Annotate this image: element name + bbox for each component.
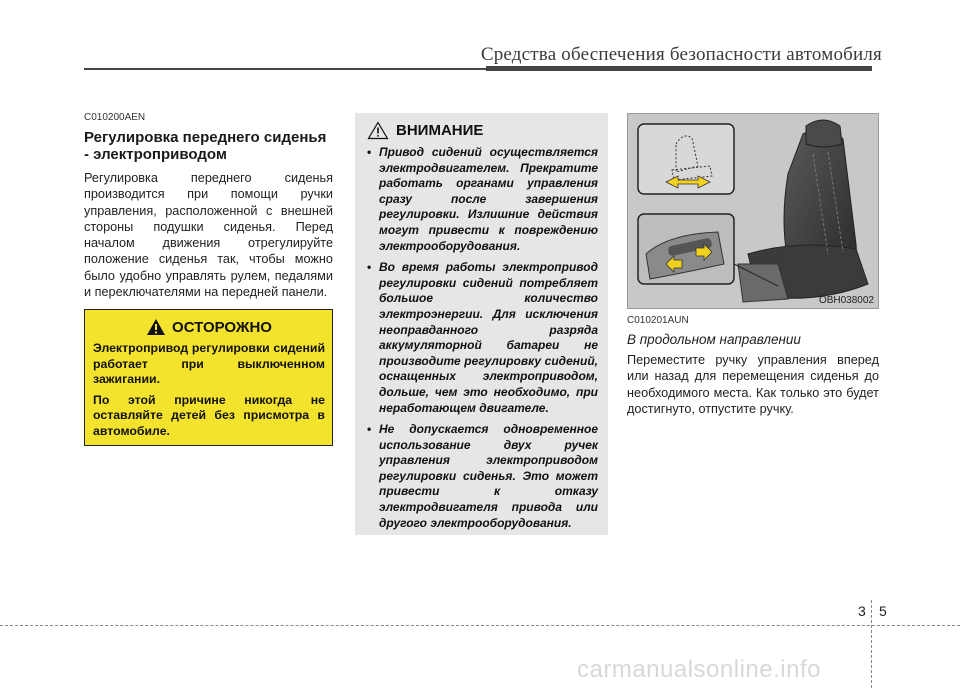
bullet-icon: •	[367, 260, 372, 275]
left-column	[84, 112, 333, 300]
section-code: C010200AEN	[84, 112, 146, 123]
warning-triangle-icon	[146, 318, 166, 336]
caution-box	[84, 309, 333, 446]
section-body: Регулировка переднего сиденья производится при помощи ручки управления, расположенной с внешней стороны подушки сиденья. Перед началом движения отрегулируйте положение сиденья так, чтобы можно было удобно управлять рулем, педалями и переключателями на передней панели.	[84, 171, 333, 300]
warning-header	[367, 121, 598, 140]
warning-item: • Во время работы электропривод регулировки сидений потребляет большое количество электроэнергии. Для исключения неоправданного разряда аккумуляторной батареи не производите регулировку сидений, оснащенных электроприводом, дольше, чем это необходимо, при неработающем двигателе.	[367, 260, 598, 415]
header-rule-thick	[486, 66, 872, 71]
warning-triangle-outline-icon	[367, 121, 389, 140]
bullet-icon: •	[367, 145, 372, 159]
page-divider	[871, 600, 872, 688]
watermark: carmanualsonline.info	[577, 656, 821, 683]
footer-rule	[0, 625, 960, 626]
seat-illustration	[628, 114, 879, 309]
chapter-title: Средства обеспечения безопасности автомобиля	[480, 44, 882, 65]
caution-text-1: Электропривод регулировки сидений работает при выключенном зажигании.	[93, 341, 325, 386]
caution-title: ОСТОРОЖНО	[172, 318, 272, 336]
subsection-heading: В продольном направлении	[627, 332, 801, 347]
bullet-icon: •	[367, 422, 372, 437]
warning-title: ВНИМАНИЕ	[396, 122, 484, 139]
warning-item: • Привод сидений осуществляется электродвигателем. Прекратите работать органами управления сразу после завершения регулировки. Излишние действия могут привести к повреждению электрооборудования.	[367, 145, 598, 253]
page-number: 5	[879, 603, 887, 619]
warning-list	[365, 145, 598, 531]
subsection-body: Переместите ручку управления вперед или назад для перемещения сиденья до необходимого места. Как только это будет достигнуто, отпустите ручку.	[627, 353, 879, 416]
section-heading: Регулировка переднего сиденья - электроприводом	[84, 129, 327, 163]
figure-code: OBH038002	[818, 295, 874, 306]
warning-item: • Не допускается одновременное использование двух ручек управления электроприводом регулировки сиденья. Это может привести к отказу электродвигателя привода или другого электрооборудования.	[367, 422, 598, 530]
caution-header	[93, 318, 325, 336]
caution-text-2: По этой причине никогда не оставляйте детей без присмотра в автомобиле.	[93, 392, 325, 438]
right-column	[627, 315, 879, 417]
page-section: 3	[858, 603, 866, 619]
seat-figure	[627, 113, 879, 309]
warning-box	[355, 113, 608, 535]
subsection-code: C010201AUN	[627, 315, 689, 326]
